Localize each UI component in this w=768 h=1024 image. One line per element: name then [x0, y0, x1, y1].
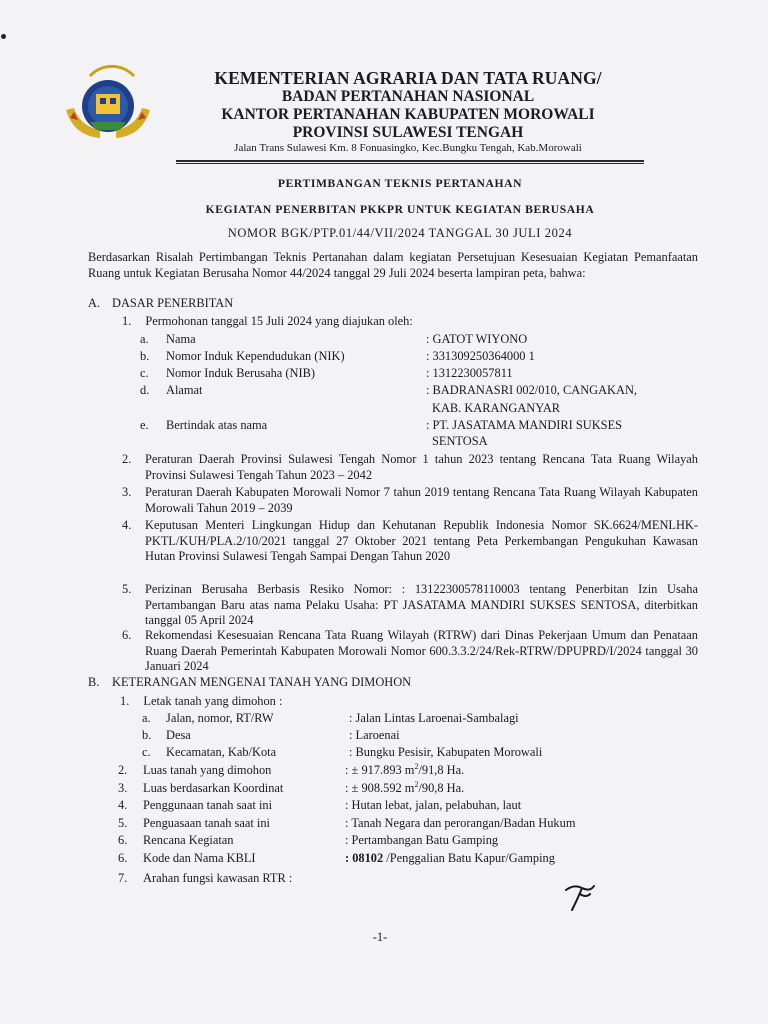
item-text: Letak tanah yang dimohon : — [143, 694, 283, 708]
item-number: 1. — [122, 314, 132, 328]
document-subtitle: KEGIATAN PENERBITAN PKKPR UNTUK KEGIATAN BERUSAHA — [205, 203, 595, 216]
section-a-title: DASAR PENERBITAN — [112, 296, 234, 310]
section-a-item-5: 5. Perizinan Berusaha Berbasis Resiko Nomor: : 13122300578110003 tentang Penerbitan Izin Usaha Pertambangan Baru atas nama Pelaku Usaha: PT JASATAMA MANDIRI SUKSES SENTOSA, diterbitkan tanggal 05 April 2024 — [122, 582, 698, 627]
section-a-heading — [88, 296, 233, 312]
item-text: Permohonan tanggal 15 Juli 2024 yang diajukan oleh: — [145, 314, 413, 328]
document-number: NOMOR BGK/PTP.01/44/VII/2024 TANGGAL 30 JULI 2024 — [227, 226, 573, 240]
section-b-item-1 — [120, 694, 282, 710]
section-a-item-6: 6. Rekomendasi Kesesuaian Rencana Tata Ruang Wilayah (RTRW) dari Dinas Pekerjaan Umum dan Penataan Ruang Daerah Pemerintah Kabupaten Morowali Nomor 600.3.3.2/24/Rek-RTRW/DPUPRD/I/2024 tanggal 30 Januari 2024 — [122, 628, 698, 673]
section-a-letter: A. — [88, 296, 101, 310]
section-a-item-1 — [122, 314, 413, 330]
letterhead-office: KANTOR PERTANAHAN KABUPATEN MOROWALI — [221, 106, 595, 123]
section-b-letter: B. — [88, 675, 100, 689]
letterhead-rule — [176, 160, 644, 162]
page-number: -1- — [372, 930, 388, 944]
intro-paragraph: Berdasarkan Risalah Pertimbangan Teknis Pertanahan dalam kegiatan Persetujuan Kesesuaian Kegiatan Pemanfaatan Ruang untuk Kegiatan Berusaha Nomor 44/2024 tanggal 29 Juli 2024 beserta lampiran peta, bahwa: — [88, 250, 698, 280]
item-number: 1. — [120, 694, 130, 708]
document-title: PERTIMBANGAN TEKNIS PERTANAHAN — [277, 177, 523, 190]
section-b-title: KETERANGAN MENGENAI TANAH YANG DIMOHON — [112, 675, 412, 689]
section-b-heading — [88, 675, 411, 691]
document-page: KEMENTERIAN AGRARIA DAN TATA RUANG/ BADAN PERTANAHAN NASIONAL KANTOR PERTANAHAN KABUPATEN MOROWALI PROVINSI SULAWESI TENGAH Jalan Trans Sulawesi Km. 8 Fonuasingko, Kec.Bungku Tengah, Kab.Morowali PERTIMBANGAN TEKNIS PERTANAHAN KEGIATAN PENERBITAN PKKPR UNTUK KEGIATAN BERUSAHA NOMOR BGK/PTP.01/44/VII/2024 TANGGAL 30 JULI 2024 Berdasarkan Risalah Pertimbangan Teknis Pertanahan dalam kegiatan Persetujuan Kesesuaian Kegiatan Pemanfaatan Ruang untuk Kegiatan Berusaha Nomor 44/2024 tanggal 29 Juli 2024 beserta lampiran peta, bahwa: A. DASAR PENERBITAN 1. Permohonan tanggal 15 Juli 2024 yang diajukan oleh: a. Nama : GATOT WIYONO b. Nomor Induk Kependudukan (NIK) : 331309250364000 1 c. Nomor Induk Berusaha (NIB) : 1312230057811 d. Alamat : BADRANASRI 002/010, CANGAKAN, KAB. KARANGANYAR e. Bertindak atas nama : PT. JASATAMA MANDIRI SUKSES SENTOSA 2. Peraturan Daerah Provinsi Sulawesi Tengah Nomor 1 tahun 2023 tentang Rencana Tata Ruang Wilayah Provinsi Sulawesi Tengah Tahun 2023 – 2042 3. Peraturan Daerah Kabupaten Morowali Nomor 7 tahun 2019 tentang Rencana Tata Ruang Wilayah Kabupaten Morowali Tahun 2019 – 2039 4. Keputusan Menteri Lingkungan Hidup dan Kehutanan Republik Indonesia Nomor SK.6624/MENLHK-PKTL/KUH/PLA.2/10/2021 tanggal 27 Oktober 2021 tentang Peta Perkembangan Pengukuhan Kawasan Hutan Provinsi Sulawesi Tengah Sampai Dengan Tahun 2020 5. Perizinan Berusaha Berbasis Resiko Nomor: : 13122300578110003 tentang Penerbitan Izin Usaha Pertambangan Baru atas nama Pelaku Usaha: PT JASATAMA MANDIRI SUKSES SENTOSA, diterbitkan tanggal 05 April 2024 6. Rekomendasi Kesesuaian Rencana Tata Ruang Wilayah (RTRW) dari Dinas Pekerjaan Umum dan Penataan Ruang Daerah Pemerintah Kabupaten Morowali Nomor 600.3.3.2/24/Rek-RTRW/DPUPRD/I/2024 tanggal 30 Januari 2024 B. KETERANGAN MENGENAI TANAH YANG DIMOHON 1. Letak tanah yang dimohon : a. Jalan, nomor, RT/RW : Jalan Lintas Laroenai-Sambalagi b. Desa : Laroenai c. Kecamatan, Kab/Kota : Bungku Pesisir, Kabupaten Morowali 2. Luas tanah yang dimohon : ± 917.893 $m^2/91,8$ Ha. 3. Luas berdasarkan Koordinat : ± 908.592 $m^2/90,8$ Ha. 4. Penggunaan tanah saat ini : Hutan lebat, jalan, pelabuhan, laut 5. Penguasaan tanah saat ini : Tanah Negara dan perorangan/Badan Hukum 6. Rencana Kegiatan : Pertambangan Batu Gamping 6. Kode dan Nama KBLI : 08102 /Penggalian Batu Kapur/Gamping 7. Arahan fungsi kawasan RTR : -1- — [0, 0, 768, 1024]
letterhead-address: Jalan Trans Sulawesi Km. 8 Fonuasingko, Kec.Bungku Tengah, Kab.Morowali — [234, 142, 582, 154]
letterhead-province: PROVINSI SULAWESI TENGAH — [292, 124, 524, 141]
letterhead-ministry: KEMENTERIAN AGRARIA DAN TATA RUANG/ — [214, 68, 602, 88]
initial-signature — [560, 880, 600, 914]
letterhead-agency: BADAN PERTANAHAN NASIONAL — [281, 88, 535, 105]
section-a-item-3: 3. Peraturan Daerah Kabupaten Morowali Nomor 7 tahun 2019 tentang Rencana Tata Ruang Wilayah Kabupaten Morowali Tahun 2019 – 2039 — [122, 485, 698, 515]
section-a-item-2: 2. Peraturan Daerah Provinsi Sulawesi Tengah Nomor 1 tahun 2023 tentang Rencana Tata Ruang Wilayah Provinsi Sulawesi Tengah Tahun 2023 – 2042 — [122, 452, 698, 482]
letterhead-rule-thin — [176, 163, 644, 164]
section-a-item-4: 4. Keputusan Menteri Lingkungan Hidup dan Kehutanan Republik Indonesia Nomor SK.6624/MENLHK-PKTL/KUH/PLA.2/10/2021 tanggal 27 Oktober 2021 tentang Peta Perkembangan Pengukuhan Kawasan Hutan Provinsi Sulawesi Tengah Sampai Dengan Tahun 2020 — [122, 518, 698, 563]
bpn-logo — [60, 64, 156, 144]
